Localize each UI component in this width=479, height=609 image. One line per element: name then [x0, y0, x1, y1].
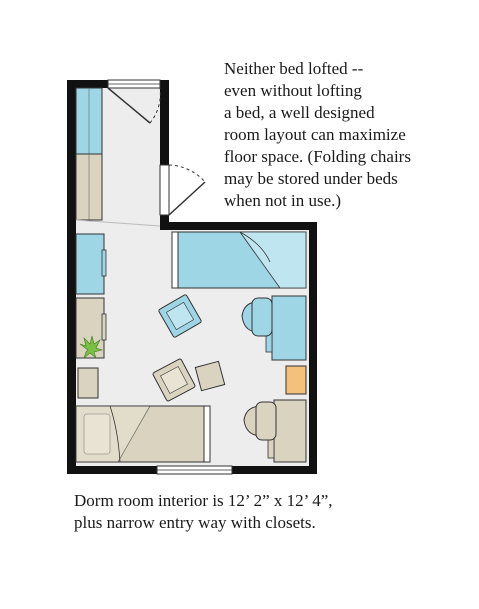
top-caption-line: may be stored under beds: [224, 169, 398, 188]
top-caption-line: a bed, a well designed: [224, 103, 375, 122]
bottom-window: [157, 466, 232, 474]
bottom-caption: [74, 490, 454, 534]
closet-tan: [76, 154, 102, 220]
bed-tan: [76, 406, 210, 462]
top-caption-line: room layout can maximize: [224, 125, 406, 144]
closet-blue: [76, 88, 102, 154]
entry-door: [160, 165, 205, 215]
storage-box: [286, 366, 306, 394]
dresser-blue: [76, 234, 106, 294]
bed-blue: [172, 232, 306, 288]
side-table-left: [78, 368, 98, 398]
bottom-caption-line: Dorm room interior is 12’ 2” x 12’ 4”,: [74, 491, 333, 510]
top-caption-line: even without lofting: [224, 81, 362, 100]
top-caption-line: when not in use.): [224, 191, 342, 210]
bottom-caption-line: plus narrow entry way with closets.: [74, 513, 316, 532]
entry-window: [108, 80, 160, 88]
top-caption-line: floor space. (Folding chairs: [224, 147, 411, 166]
top-caption-line: Neither bed lofted --: [224, 59, 364, 78]
